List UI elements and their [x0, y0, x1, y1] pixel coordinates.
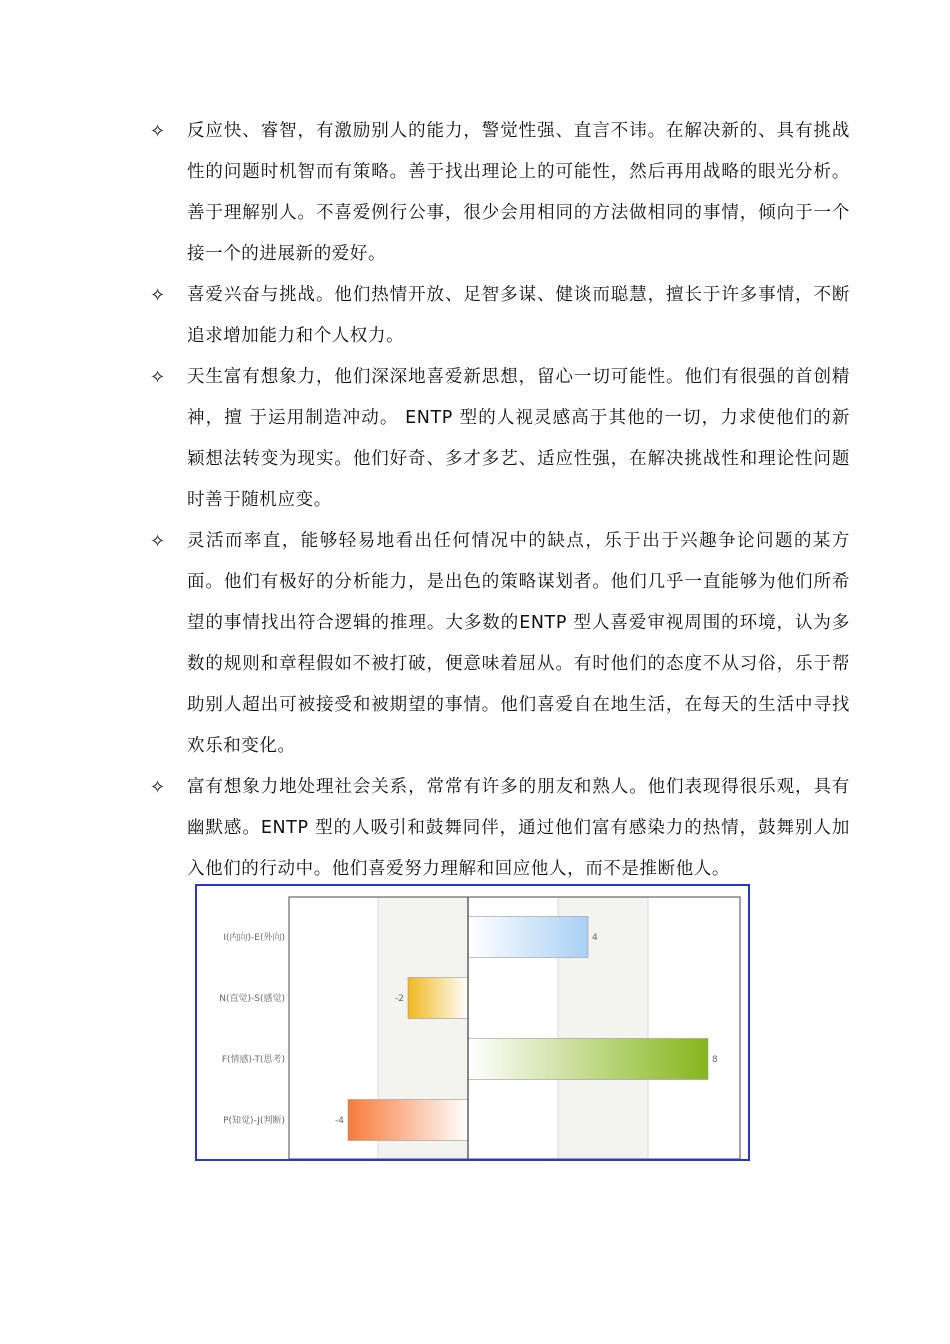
trait-paragraph: 富有想象力地处理社会关系，常常有许多的朋友和熟人。他们表现得很乐观，具有幽默感。ENTP 型的人吸引和鼓舞同伴，通过他们富有感染力的热情，鼓舞别人加入他们的行动中。他们喜爱努力理解和回应他人，而不是推断他人。: [187, 777, 850, 879]
trait-list: [150, 111, 850, 890]
bar-value-label: 4: [592, 933, 598, 943]
trait-item: [150, 275, 850, 357]
sparkle-bullet-icon: ✧: [150, 121, 166, 142]
category-tick-label: I(内向)-E(外向): [223, 933, 285, 943]
bar: [408, 978, 468, 1019]
trait-item: [150, 521, 850, 767]
trait-item: [150, 357, 850, 521]
trait-paragraph: 反应快、睿智，有激励别人的能力，警觉性强、直言不讳。在解决新的、具有挑战性的问题时机智而有策略。善于找出理论上的可能性，然后再用战略的眼光分析。善于理解别人。不喜爱例行公事，很少会用相同的方法做相同的事情，倾向于一个接一个的进展新的爱好。: [187, 121, 850, 264]
trait-item: [150, 767, 850, 890]
sparkle-bullet-icon: ✧: [150, 531, 166, 552]
bar-value-label: 8: [712, 1055, 718, 1065]
bar: [468, 1039, 708, 1080]
trait-paragraph: 喜爱兴奋与挑战。他们热情开放、足智多谋、健谈而聪慧，擅长于许多事情，不断追求增加能力和个人权力。: [187, 285, 850, 346]
chart-canvas: [197, 886, 748, 1159]
sparkle-bullet-icon: ✧: [150, 777, 166, 798]
category-tick-label: F(情感)-T(思考): [221, 1055, 285, 1065]
trait-paragraph: 天生富有想象力，他们深深地喜爱新思想，留心一切可能性。他们有很强的首创精神，擅 于运用制造冲动。 ENTP 型的人视灵感高于其他的一切，力求使他们的新颖想法转变为现实。他们好奇、多才多艺、适应性强，在解决挑战性和理论性问题时善于随机应变。: [187, 367, 850, 510]
category-tick-label: N(直觉)-S(感觉): [219, 994, 285, 1004]
category-tick-label: P(知觉)-J(判断): [223, 1116, 285, 1126]
trait-item: [150, 111, 850, 275]
bar: [348, 1100, 468, 1141]
bar: [468, 917, 588, 958]
sparkle-bullet-icon: ✧: [150, 367, 166, 388]
bar-value-label: -2: [395, 994, 404, 1004]
bar-value-label: -4: [335, 1116, 344, 1126]
mbti-score-chart: [195, 884, 750, 1161]
trait-paragraph: 灵活而率直，能够轻易地看出任何情况中的缺点，乐于出于兴趣争论问题的某方面。他们有极好的分析能力，是出色的策略谋划者。他们几乎一直能够为他们所希望的事情找出符合逻辑的推理。大多数的ENTP 型人喜爱审视周围的环境，认为多数的规则和章程假如不被打破，便意味着屈从。有时他们的态度不从习俗，乐于帮助别人超出可被接受和被期望的事情。他们喜爱自在地生活，在每天的生活中寻找欢乐和变化。: [187, 531, 850, 756]
sparkle-bullet-icon: ✧: [150, 285, 166, 306]
